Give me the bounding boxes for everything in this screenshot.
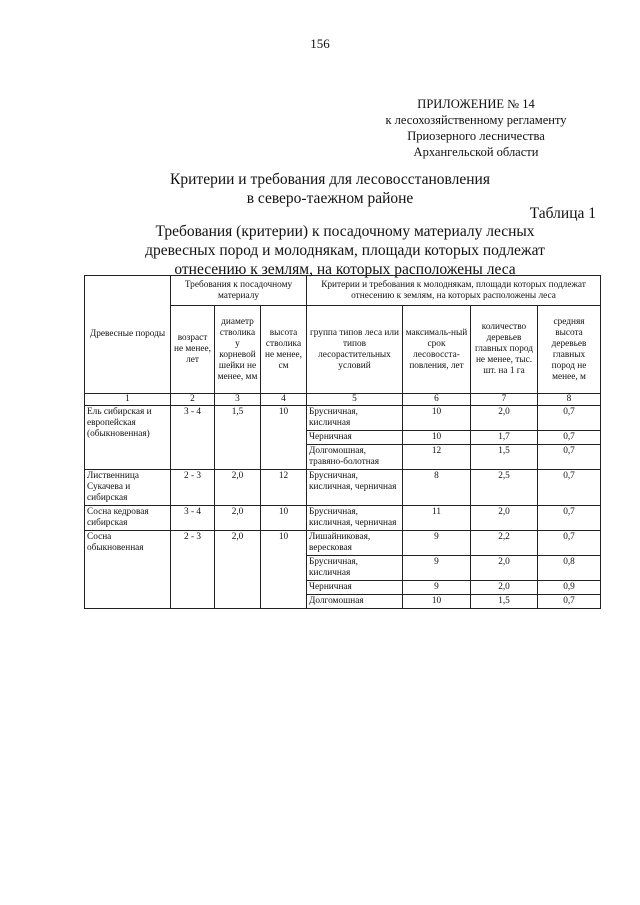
avg-height-cell: 0,7 [538,470,601,506]
forest-type-cell: Брусничная, кисличная, черничная [307,506,403,531]
appendix-title: ПРИЛОЖЕНИЕ № 14 [417,97,535,111]
term-cell: 9 [403,581,471,595]
appendix-heading [356,96,596,160]
age-cell: 2 - 3 [171,470,215,506]
tree-count-cell: 2,0 [471,406,538,431]
height-cell: 10 [261,531,307,609]
tree-count-cell: 1,7 [471,431,538,445]
column-number: 8 [538,394,601,406]
tree-count-cell: 1,5 [471,595,538,609]
age-cell: 3 - 4 [171,406,215,470]
term-cell: 10 [403,431,471,445]
column-number: 5 [307,394,403,406]
species-cell: Сосна обыкновенная [85,531,171,609]
term-cell: 11 [403,506,471,531]
tree-count-cell: 2,2 [471,531,538,556]
document-title-line-2: в северо-таежном районе [246,190,414,207]
column-number: 7 [471,394,538,406]
header-max-term: максималь-ный срок лесовосста-повления, лет [403,306,471,394]
term-cell: 9 [403,556,471,581]
header-young-stands: Критерии и требования к молоднякам, площади которых подлежат отнесению к землям, на которых расположены леса [307,276,601,306]
tree-count-cell: 2,0 [471,581,538,595]
diameter-cell: 2,0 [215,531,261,609]
avg-height-cell: 0,7 [538,595,601,609]
requirements-table [84,275,601,609]
avg-height-cell: 0,7 [538,531,601,556]
term-cell: 8 [403,470,471,506]
header-diameter: диаметр стволика у корневой шейки не менее, мм [215,306,261,394]
species-cell: Лиственница Сукачева и сибирская [85,470,171,506]
table-caption [112,222,578,279]
table-caption-line-1: Требования (критерии) к посадочному материалу лесных [155,223,535,240]
column-number: 3 [215,394,261,406]
forest-type-cell: Брусничная, кисличная, черничная [307,470,403,506]
avg-height-cell: 0,8 [538,556,601,581]
tree-count-cell: 2,0 [471,506,538,531]
forest-type-cell: Брусничная, кисличная [307,406,403,431]
forest-type-cell: Черничная [307,581,403,595]
avg-height-cell: 0,9 [538,581,601,595]
forest-type-cell: Лишайниковая, вересковая [307,531,403,556]
avg-height-cell: 0,7 [538,431,601,445]
table-label: Таблица 1 [529,205,596,222]
appendix-line-forestry: Приозерного лесничества [407,129,545,143]
forest-type-cell: Долгомошная, травяно-болотная [307,445,403,470]
species-cell: Ель сибирская и европейская (обыкновенная) [85,406,171,470]
age-cell: 3 - 4 [171,506,215,531]
table-row [85,506,601,531]
tree-count-cell: 2,5 [471,470,538,506]
age-cell: 2 - 3 [171,531,215,609]
header-forest-group: группа типов леса или типов лесорастительных условий [307,306,403,394]
diameter-cell: 2,0 [215,470,261,506]
appendix-line-region: Архангельской области [413,145,539,159]
document-title [120,170,540,208]
forest-type-cell: Черничная [307,431,403,445]
table-row [85,406,601,431]
table-caption-line-2: древесных пород и молоднякам, площади которых подлежат [145,242,545,259]
appendix-line-regulation: к лесохозяйственному регламенту [385,113,567,127]
term-cell: 10 [403,595,471,609]
column-number: 6 [403,394,471,406]
term-cell: 9 [403,531,471,556]
term-cell: 10 [403,406,471,431]
table-row [85,470,601,506]
header-height: высота стволика не менее, см [261,306,307,394]
tree-count-cell: 1,5 [471,445,538,470]
avg-height-cell: 0,7 [538,506,601,531]
page-number: 156 [310,36,330,51]
forest-type-cell: Долгомошная [307,595,403,609]
species-cell: Сосна кедровая сибирская [85,506,171,531]
column-number: 4 [261,394,307,406]
height-cell: 12 [261,470,307,506]
header-species: Древесные породы [85,276,171,394]
diameter-cell: 2,0 [215,506,261,531]
diameter-cell: 1,5 [215,406,261,470]
header-avg-height: средняя высота деревьев главных пород не менее, м [538,306,601,394]
document-title-line-1: Критерии и требования для лесовосстановления [170,171,490,188]
height-cell: 10 [261,506,307,531]
table-row [85,531,601,556]
term-cell: 12 [403,445,471,470]
forest-type-cell: Брусничная, кисличная [307,556,403,581]
tree-count-cell: 2,0 [471,556,538,581]
header-tree-count: количество деревьев главных пород не менее, тыс. шт. на 1 га [471,306,538,394]
column-number: 2 [171,394,215,406]
column-number: 1 [85,394,171,406]
avg-height-cell: 0,7 [538,406,601,431]
header-planting-material: Требования к посадочному материалу [171,276,307,306]
table-caption-line-3: отнесению к землям, на которых расположены леса [174,261,516,278]
height-cell: 10 [261,406,307,470]
avg-height-cell: 0,7 [538,445,601,470]
header-age: возраст не менее, лет [171,306,215,394]
